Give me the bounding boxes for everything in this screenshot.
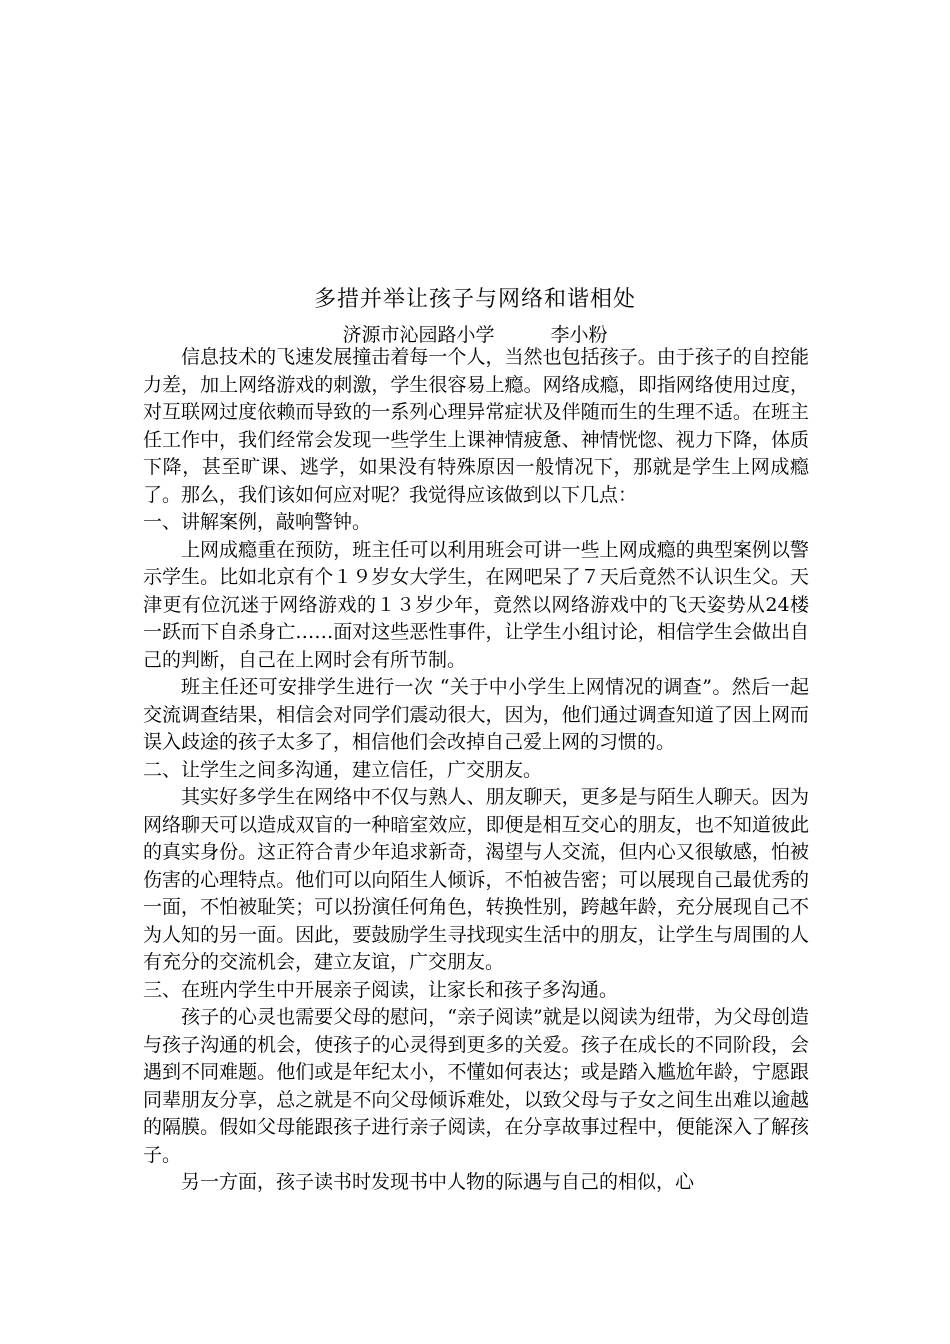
document-title: 多措并举让孩子与网络和谐相处 [313, 287, 636, 312]
paragraph: 孩子的心灵也需要父母的慰问，“亲子阅读”就是以阅读为纽带，为父母创造与孩子沟通的机会，使孩子的心灵得到更多的关爱。孩子在成长的不同阶段，会遇到不同难题。他们或是年纪太小，不懂如何表达；或是踏入尴尬年龄，宁愿跟同辈朋友分享，总之就是不向父母倾诉难处，以致父母与子女之间生出难以逾越的隔膜。假如父母能跟孩子进行亲子阅读，在分享故事过程中，便能深入了解孩子。 [143, 1006, 809, 1166]
paragraph: 另一方面，孩子读书时发现书中人物的际遇与自己的相似，心 [181, 1171, 695, 1193]
section-heading-1: 一、讲解案例，敲响警钟。 [143, 511, 372, 533]
section-heading-3: 三、在班内学生中开展亲子阅读，让家长和孩子多沟通。 [143, 978, 619, 1001]
document-body [143, 344, 809, 1197]
school-name: 济源市沁园路小学 [342, 324, 495, 346]
paragraph: 班主任还可安排学生进行一次 “关于中小学生上网情况的调查”。然后一起交流调查结果，相信会对同学们震动很大，因为，他们通过调查知道了因上网而误入歧途的孩子太多了，相信他们会改掉自己爱上网的习惯的。 [143, 676, 809, 753]
paragraph: 其实好多学生在网络中不仅与熟人、朋友聊天，更多是与陌生人聊天。因为网络聊天可以造成双盲的一种暗室效应，即便是相互交心的朋友，也不知道彼此的真实身份。这正符合青少年追求新奇，渴望与人交流，但内心又很敏感，怕被伤害的心理特点。他们可以向陌生人倾诉，不怕被告密；可以展现自己最优秀的一面，不怕被耻笑；可以扮演任何角色，转换性别，跨越年龄，充分展现自己不为人知的另一面。因此，要鼓励学生寻找现实生活中的朋友，让学生与周围的人有充分的交流机会，建立友谊，广交朋友。 [143, 786, 809, 973]
paragraph-intro: 信息技术的飞速发展撞击着每一个人，当然也包括孩子。由于孩子的自控能力差，加上网络游戏的刺激，学生很容易上瘾。网络成瘾，即指网络使用过度，对互联网过度依赖而导致的一系列心理异常症状及伴随而生的生理不适。在班主任工作中，我们经常会发现一些学生上课神情疲惫、神情恍惚、视力下降，体质下降，甚至旷课、逃学，如果没有特殊原因一般情况下，那就是学生上网成瘾了。那么，我们该如何应对呢？我觉得应该做到以下几点： [143, 346, 809, 506]
paragraph: 上网成瘾重在预防，班主任可以利用班会可讲一些上网成瘾的典型案例以警示学生。比如北京有个１９岁女大学生，在网吧呆了７天后竟然不认识生父。天津更有位沉迷于网络游戏的１３岁少年，竟然以网络游戏中的飞天姿势从24楼一跃而下自杀身亡……面对这些恶性事件，让学生小组讨论，相信学生会做出自己的判断，自己在上网时会有所节制。 [143, 538, 809, 671]
section-heading-2: 二、让学生之间多沟通，建立信任，广交朋友。 [143, 758, 543, 781]
author-name: 李小粉 [550, 324, 608, 346]
